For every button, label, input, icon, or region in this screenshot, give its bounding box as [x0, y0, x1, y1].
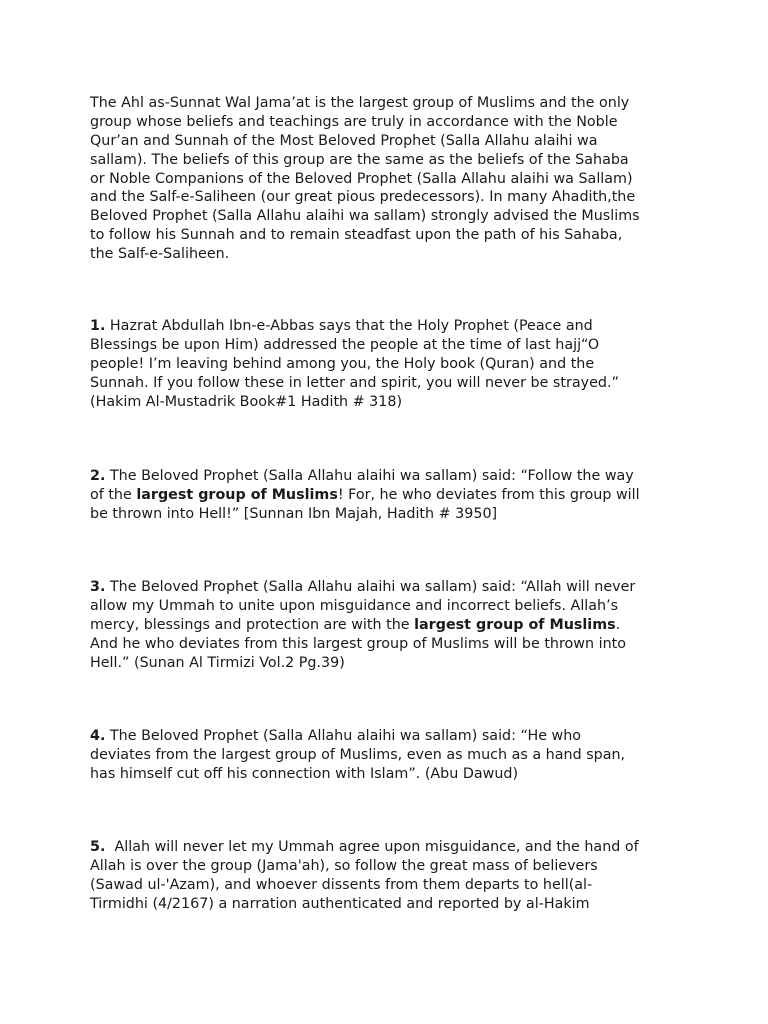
intro-line: or Noble Companions of the Beloved Prophet (Salla Allahu alaihi wa Sallam): [90, 170, 633, 187]
intro-line: The Ahl as-Sunnat Wal Jama’at is the largest group of Muslims and the only: [90, 95, 630, 111]
hadith-1-line: (Hakim Al-Mustadrik Book#1 Hadith # 318): [90, 393, 403, 410]
hadith-3-line: [90, 578, 690, 597]
hadith-1-line: Blessings be upon Him) addressed the people at the time of last hajj“O: [90, 336, 600, 353]
hadith-3-emphasis: largest group of Muslims: [414, 616, 616, 633]
hadith-3-line: Hell.” (Sunan Al Tirmizi Vol.2 Pg.39): [90, 654, 345, 671]
hadith-3-number: 3.: [90, 579, 106, 595]
hadith-3-text: The Beloved Prophet (Salla Allahu alaihi wa sallam) said: “Allah will never: [105, 579, 636, 595]
hadith-3-text: mercy, blessings and protection are with the: [90, 616, 415, 633]
hadith-5-paragraph: [90, 838, 690, 914]
hadith-2-emphasis: largest group of Muslims: [136, 486, 338, 503]
hadith-2-line: [90, 486, 690, 505]
hadith-5-line: Allah is over the group (Jama'ah), so follow the great mass of believers: [90, 857, 598, 874]
hadith-5-number: 5.: [90, 839, 106, 855]
hadith-4-line: has himself cut off his connection with Islam”. (Abu Dawud): [90, 765, 519, 782]
hadith-2-line: [90, 467, 690, 486]
hadith-5-text: Allah will never let my Ummah agree upon misguidance, and the hand of: [105, 839, 639, 855]
intro-line: Qur’an and Sunnah of the Most Beloved Prophet (Salla Allahu alaihi wa: [90, 132, 598, 149]
hadith-2-text: of the: [90, 486, 137, 503]
hadith-1-text: Hazrat Abdullah Ibn-e-Abbas says that the Holy Prophet (Peace and: [105, 318, 593, 334]
hadith-2-number: 2.: [90, 468, 106, 484]
intro-line: group whose beliefs and teachings are truly in accordance with the Noble: [90, 113, 618, 130]
hadith-4-text: The Beloved Prophet (Salla Allahu alaihi wa sallam) said: “He who: [105, 728, 582, 744]
intro-paragraph: [90, 94, 690, 264]
hadith-1-paragraph: [90, 317, 690, 411]
hadith-2-text: ! For, he who deviates from this group will: [337, 486, 640, 503]
hadith-4-paragraph: [90, 727, 690, 784]
intro-line: to follow his Sunnah and to remain steadfast upon the path of his Sahaba,: [90, 227, 623, 244]
intro-line: and the Salf-e-Saliheen (our great pious predecessors). In many Ahadith,the: [90, 189, 636, 206]
hadith-5-line: [90, 838, 690, 857]
hadith-3-line: [90, 616, 690, 635]
hadith-3-paragraph: [90, 578, 690, 672]
hadith-3-line: And he who deviates from this largest group of Muslims will be thrown into: [90, 635, 626, 652]
hadith-1-number: 1.: [90, 318, 106, 334]
hadith-1-line: Sunnah. If you follow these in letter and spirit, you will never be strayed.”: [90, 374, 619, 391]
hadith-4-number: 4.: [90, 728, 106, 744]
hadith-4-line: [90, 727, 690, 746]
hadith-2-line: be thrown into Hell!” [Sunnan Ibn Majah, Hadith # 3950]: [90, 505, 498, 522]
hadith-5-line: Tirmidhi (4/2167) a narration authenticated and reported by al-Hakim: [90, 895, 590, 912]
hadith-3-line: allow my Ummah to unite upon misguidance and incorrect beliefs. Allah’s: [90, 597, 619, 614]
hadith-5-line: (Sawad ul-'Azam), and whoever dissents from them departs to hell(al-: [90, 876, 593, 893]
hadith-1-line: people! I’m leaving behind among you, the Holy book (Quran) and the: [90, 355, 595, 372]
hadith-2-text: The Beloved Prophet (Salla Allahu alaihi wa sallam) said: “Follow the way: [105, 468, 634, 484]
hadith-3-text: .: [615, 616, 621, 633]
intro-line: Beloved Prophet (Salla Allahu alaihi wa sallam) strongly advised the Muslims: [90, 208, 640, 225]
hadith-1-line: [90, 317, 690, 336]
intro-line: the Salf-e-Saliheen.: [90, 246, 230, 263]
hadith-2-paragraph: [90, 467, 690, 524]
hadith-4-line: deviates from the largest group of Muslims, even as much as a hand span,: [90, 746, 626, 763]
intro-line: sallam). The beliefs of this group are the same as the beliefs of the Sahaba: [90, 151, 629, 168]
